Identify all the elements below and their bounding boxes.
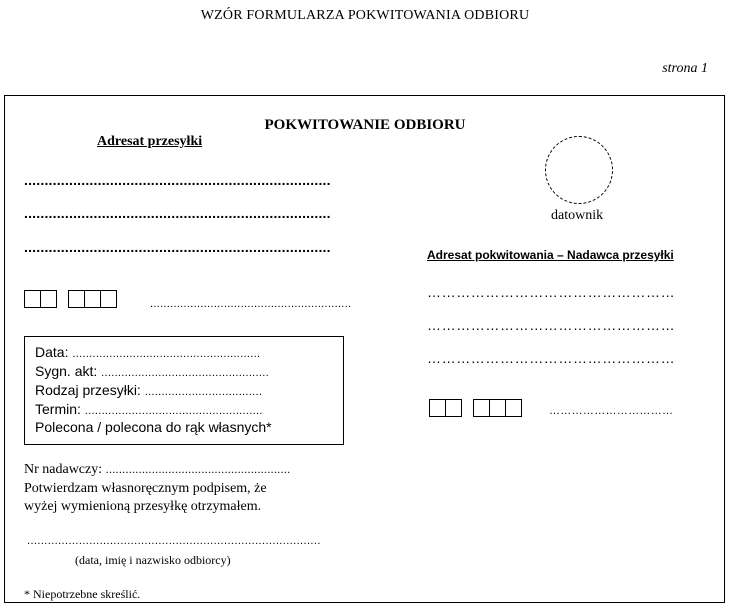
postcode-digit-box [24,290,41,308]
postcode-digit-box [84,290,101,308]
return-address-line-3: …………………………………………… [427,350,676,366]
return-postcode-boxes [429,399,521,417]
return-address-line-1: …………………………………………… [427,284,676,300]
sender-number-fill: ........................................................ [105,462,291,476]
shipment-type-fill: ................................... [144,386,263,398]
addressee-heading: Adresat przesyłki [97,134,203,149]
date-stamp-circle [545,136,613,204]
postcode-digit-box [489,399,506,417]
addressee-line-1: ........................................................................... [24,172,331,188]
document-title: WZÓR FORMULARZA POKWITOWANIA ODBIORU [200,8,530,23]
shipment-type-row [35,382,262,398]
confirmation-text-line-2: wyżej wymienioną przesyłkę otrzymałem. [24,499,262,514]
delivery-option: Polecona / polecona do rąk własnych* [35,419,272,435]
sender-number-label: Nr nadawczy: [24,462,103,477]
signature-caption: (data, imię i nazwisko odbiorcy) [75,553,231,567]
sender-number-row [24,462,290,478]
postcode-digit-box [429,399,446,417]
signature-line: ..................................................................................... [27,535,321,547]
confirmation-text-line-1: Potwierdzam własnoręcznym podpisem, że [24,481,267,496]
case-number-label: Sygn. akt: [35,363,98,379]
deadline-label: Termin: [35,401,81,417]
addressee-postcode-boxes [24,290,116,308]
form-title: POKWITOWANIE ODBIORU [264,117,466,133]
return-city-line: …………………………… [549,405,674,417]
date-stamp-label: datownik [551,208,604,223]
shipment-type-label: Rodzaj przesyłki: [35,382,141,398]
postcode-digit-box [473,399,490,417]
case-number-fill: .................................................. [101,367,269,379]
date-label: Data: [35,344,69,360]
addressee-city-line: ............................................................ [150,298,352,310]
deadline-fill: ..................................................... [84,405,263,417]
postcode-digit-box [68,290,85,308]
addressee-line-3: ........................................................................... [24,239,331,255]
date-fill: ........................................................ [72,348,261,360]
deadline-row [35,401,263,417]
page-number: strona 1 [662,61,708,76]
addressee-line-2: ........................................................................... [24,205,331,221]
date-row [35,344,260,360]
case-number-row [35,363,269,379]
postcode-digit-box [505,399,522,417]
postcode-digit-box [40,290,57,308]
footnote: * Niepotrzebne skreślić. [24,587,141,601]
postcode-digit-box [100,290,117,308]
return-address-line-2: …………………………………………… [427,317,676,333]
return-addressee-heading: Adresat pokwitowania – Nadawca przesyłki [427,248,674,262]
postcode-digit-box [445,399,462,417]
